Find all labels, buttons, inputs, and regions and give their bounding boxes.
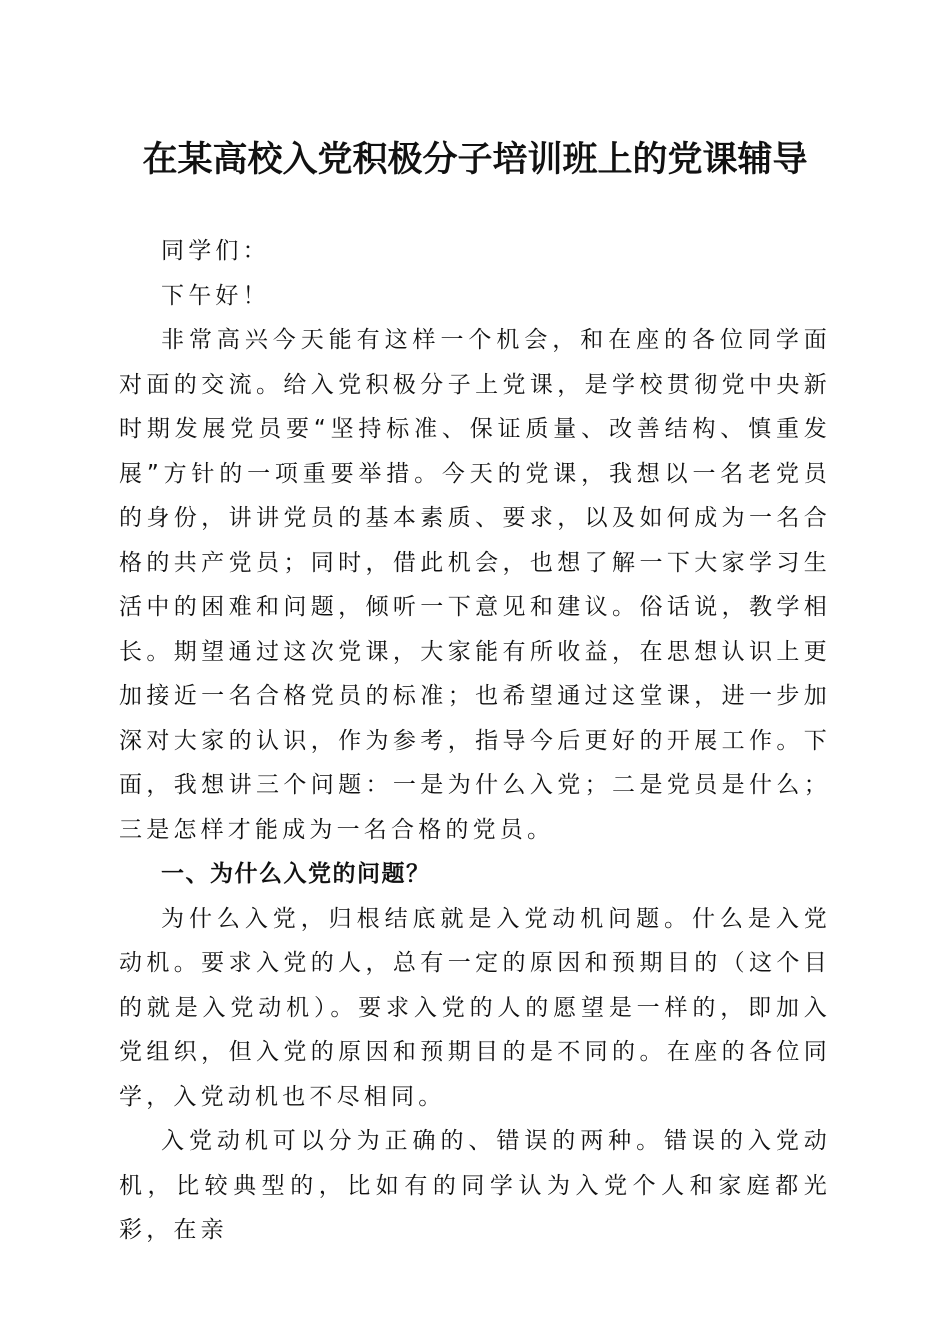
- section-heading-1: 一、为什么入党的问题？: [161, 861, 431, 887]
- section-1-paragraph-1: 为什么入党，归根结底就是入党动机问题。什么是入党动机。要求入党的人，总有一定的原因和预期目的（这个目的就是入党动机）。要求入党的人的愿望是一样的，即加入党组织，但入党的原因和预期目的是不同的。在座的各位同学，入党动机也不尽相同。: [119, 905, 831, 1110]
- salutation: 同学们：: [161, 238, 270, 264]
- document-title: 在某高校入党积极分子培训班上的党课辅导: [142, 139, 808, 180]
- intro-paragraph: 非常高兴今天能有这样一个机会，和在座的各位同学面对面的交流。给入党积极分子上党课，是学校贯彻党中央新时期发展党员要“坚持标准、保证质量、改善结构、慎重发展”方针的一项重要举措。今天的党课，我想以一名老党员的身份，讲讲党员的基本素质、要求，以及如何成为一名合格的共产党员；同时，借此机会，也想了解一下大家学习生活中的困难和问题，倾听一下意见和建议。俗话说，教学相长。期望通过这次党课，大家能有所收益，在思想认识上更加接近一名合格党员的标准；也希望通过这堂课，进一步加深对大家的认识，作为参考，指导今后更好的开展工作。下面，我想讲三个问题：一是为什么入党；二是党员是什么；三是怎样才能成为一名合格的党员。: [119, 327, 831, 843]
- greeting: 下午好！: [161, 282, 270, 309]
- section-1-paragraph-2: 入党动机可以分为正确的、错误的两种。错误的入党动机，比较典型的，比如有的同学认为入党个人和家庭都光彩，在亲: [119, 1128, 831, 1243]
- document-body: [119, 229, 831, 1253]
